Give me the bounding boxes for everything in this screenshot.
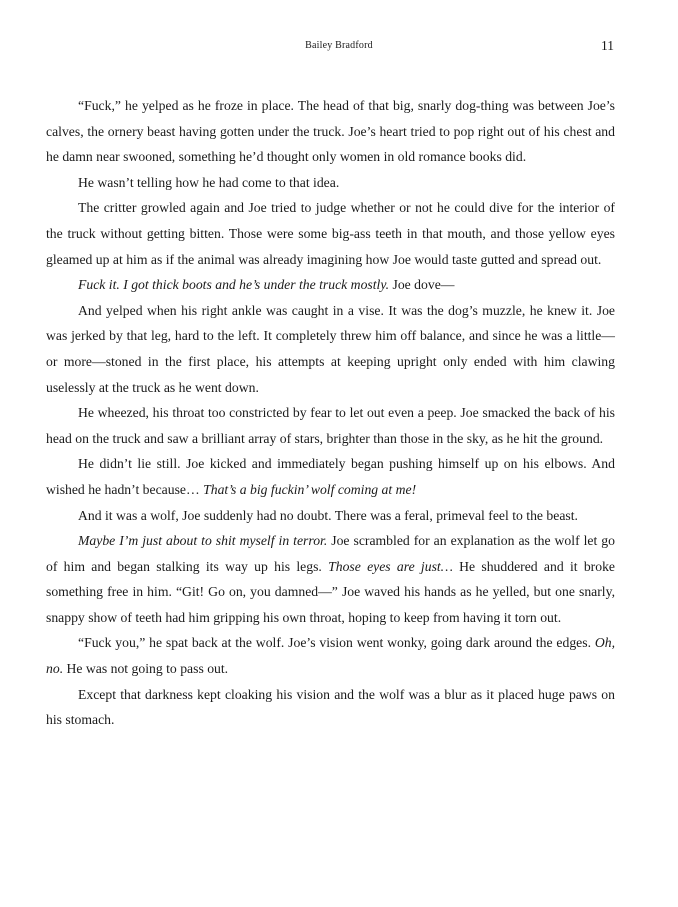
paragraph-text: And it was a wolf, Joe suddenly had no doubt. There was a feral, primeval feel to the beast. — [78, 507, 578, 523]
italic-thought-text: Fuck it. I got thick boots and he’s under the truck mostly. — [78, 277, 390, 293]
paragraph — [46, 682, 615, 733]
paragraph-text: He wasn’t telling how he had come to that idea. — [78, 174, 340, 190]
paragraph-text: Joe scrambled for an explanation as the wolf let go of him and began stalking its way up his legs. — [46, 533, 615, 574]
paragraph — [46, 272, 615, 298]
paragraph-text: He didn’t lie still. Joe kicked and immediately began pushing himself up on his elbows. And wished he hadn’t because… — [46, 456, 615, 497]
paragraph-text: He shuddered and it broke something free in him. “Git! Go on, you damned—” Joe waved his hands as he yelled, but one snarly, snappy show of teeth had him gripping his own throat, hoping to keep from having it torn out. — [46, 558, 615, 625]
paragraph-text: “Fuck you,” he spat back at the wolf. Joe’s vision went wonky, going dark around the edges. — [78, 635, 595, 651]
paragraph-text: Except that darkness kept cloaking his vision and the wolf was a blur as it placed huge paws on his stomach. — [46, 686, 615, 728]
paragraph-text: He was not going to pass out. — [63, 661, 229, 677]
running-header-author: Bailey Bradford — [305, 40, 373, 51]
body-text — [46, 93, 615, 733]
paragraph — [46, 400, 615, 451]
italic-thought-text: Oh, no. — [46, 635, 615, 677]
paragraph — [46, 93, 615, 170]
page-number: 11 — [601, 38, 614, 53]
paragraph-text: The critter growled again and Joe tried to judge whether or not he could dive for the interior of the truck without getting bitten. Those were some big-ass teeth in that mouth, and those yellow eyes gleamed up at him as if the animal was already imagining how Joe would taste gutted and spread out. — [46, 200, 615, 267]
italic-thought-text: Maybe I’m just about to shit myself in terror. — [78, 533, 328, 549]
paragraph — [46, 170, 615, 196]
paragraph — [46, 451, 615, 502]
paragraph — [46, 630, 615, 681]
paragraph-text: He wheezed, his throat too constricted by fear to let out even a peep. Joe smacked the back of his head on the truck and saw a brilliant array of stars, brighter than those in the sky, as he hit the ground. — [46, 405, 615, 446]
paragraph — [46, 298, 615, 400]
paragraph-text: And yelped when his right ankle was caught in a vise. It was the dog’s muzzle, he knew it. Joe was jerked by that leg, hard to the left. It completely threw him off balance, and since he was a little—or more—stoned in the first place, his attempts at keeping upright only ended with him clawing uselessly at the truck as he went down. — [46, 302, 615, 395]
italic-thought-text: That’s a big fuckin’ wolf coming at me! — [203, 481, 417, 497]
paragraph — [46, 503, 615, 529]
paragraph — [46, 528, 615, 630]
paragraph — [46, 195, 615, 272]
paragraph-text: Joe dove— — [389, 277, 455, 293]
italic-thought-text: Those eyes are just… — [328, 558, 453, 574]
paragraph-text: “Fuck,” he yelped as he froze in place. The head of that big, snarly dog-thing was between Joe’s calves, the ornery beast having gotten under the truck. Joe’s heart tried to pop right out of his chest and he damn near swooned, something he’d thought only women in old romance books did. — [46, 98, 615, 165]
